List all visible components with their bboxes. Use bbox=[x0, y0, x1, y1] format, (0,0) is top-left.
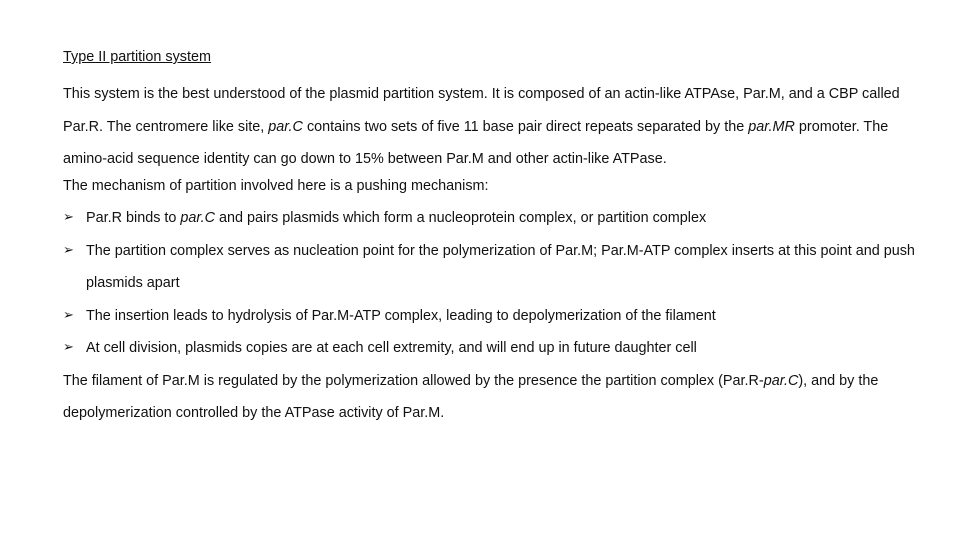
bullet-text: and pairs plasmids which form a nucleoprotein complex, or partition complex bbox=[215, 210, 707, 226]
list-item bbox=[63, 300, 923, 333]
intro-italic-parc: par.C bbox=[268, 118, 303, 135]
arrow-bullet-icon: ➢ bbox=[63, 307, 74, 323]
mechanism-list bbox=[63, 202, 923, 365]
bullet-text: Par.R binds to bbox=[86, 210, 181, 226]
bullet-text: At cell division, plasmids copies are at each cell extremity, and will end up in future daughter cell bbox=[86, 340, 697, 356]
intro-text-3: promoter. The amino-acid sequence identity can go down to 15% between Par.M and other actin-like ATPase. bbox=[63, 118, 889, 167]
closing-text-2: ), and by the depolymerization controlled by the ATPase activity of Par.M. bbox=[63, 372, 879, 421]
list-item bbox=[63, 332, 923, 365]
intro-text-1: This system is the best understood of the plasmid partition system. It is composed of an actin-like ATPAse, Par.M, and a CBP called Par.R. The centromere like site, bbox=[63, 86, 900, 135]
closing-paragraph bbox=[63, 365, 923, 430]
list-item bbox=[63, 235, 923, 300]
intro-text-2: contains two sets of five 11 base pair direct repeats separated by the bbox=[302, 118, 749, 135]
bullet-text: The insertion leads to hydrolysis of Par.M-ATP complex, leading to depolymerization of the filament bbox=[86, 307, 716, 324]
closing-italic-parc: par.C bbox=[763, 372, 799, 389]
bullet-italic: par.C bbox=[180, 210, 216, 226]
bullet-text: The partition complex serves as nucleation point for the polymerization of Par.M; Par.M-ATP complex inserts at this point and push plasmids apart bbox=[86, 242, 915, 291]
arrow-bullet-icon: ➢ bbox=[63, 210, 74, 225]
list-item bbox=[63, 202, 923, 235]
mechanism-intro: The mechanism of partition involved here is a pushing mechanism: bbox=[63, 177, 489, 194]
intro-italic-parmr: par.MR bbox=[748, 118, 795, 135]
arrow-bullet-icon: ➢ bbox=[63, 242, 74, 258]
page-title: Type II partition system bbox=[63, 49, 211, 65]
intro-paragraph bbox=[63, 78, 923, 176]
arrow-bullet-icon: ➢ bbox=[63, 340, 74, 355]
closing-text-1: The filament of Par.M is regulated by the polymerization allowed by the presence the partition complex (Par.R- bbox=[63, 372, 764, 389]
slide-content bbox=[63, 48, 923, 430]
